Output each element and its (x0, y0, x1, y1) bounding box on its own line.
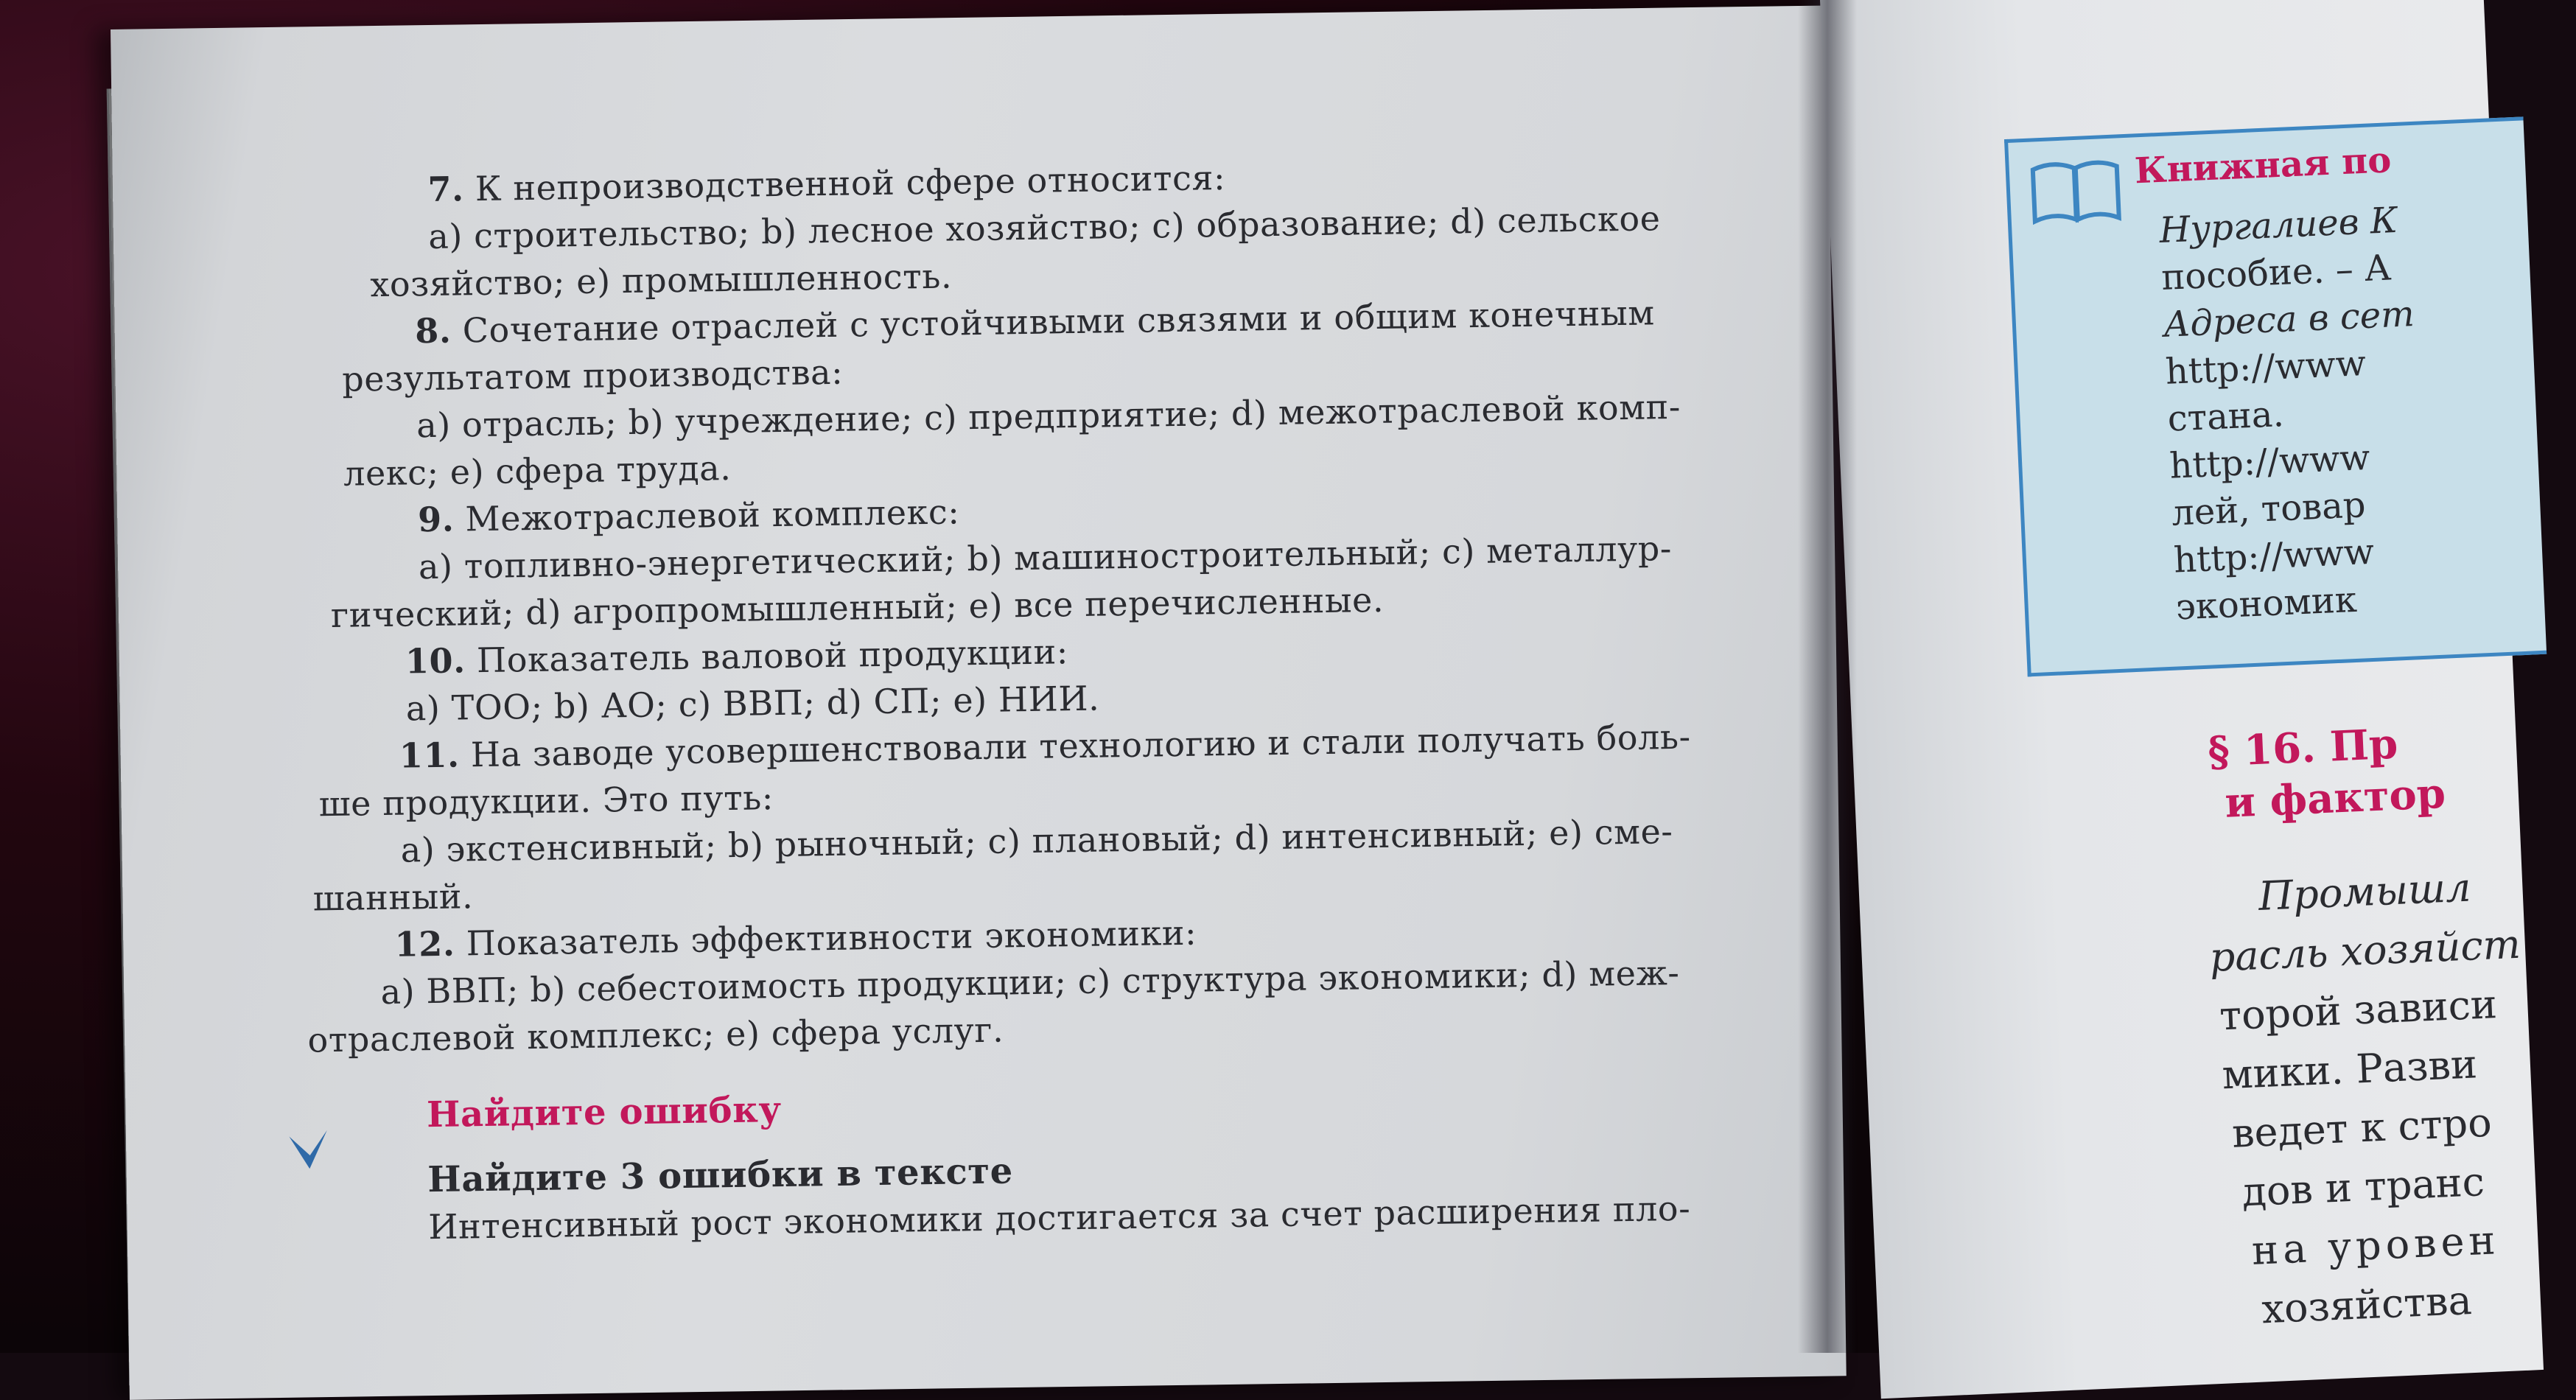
find-error-subheading: Найдите 3 ошибки в тексте (427, 1150, 1014, 1201)
q8-options-2: лекс; е) сфера труда. (343, 447, 732, 494)
body-line: Промышл (2257, 864, 2472, 920)
body-line: хозяйства (2261, 1276, 2473, 1333)
box-line: стана. (2166, 393, 2285, 440)
q9-options-2: гический; d) агропромышленный; е) все перечисленные. (330, 579, 1385, 636)
body-line: ведет к стро (2230, 1099, 2493, 1157)
find-error-text: Интенсивный рост экономики достигается за счет расширения пло- (427, 1188, 1691, 1247)
q8-options-1: а) отрасль; b) учреждение; с) предприятие; d) межотраслевой комп- (416, 386, 1681, 446)
box-line: http://www (2169, 436, 2371, 487)
box-line: http://www (2164, 343, 2367, 393)
q11-options-2: шанный. (312, 876, 474, 919)
book-shelf-box (2004, 116, 2547, 676)
q9-options-1: а) топливно-энергетический; b) машиностроительный; с) металлур- (418, 528, 1673, 587)
box-line: http://www (2172, 531, 2376, 581)
body-line: торой зависи (2218, 981, 2499, 1040)
box-line: Нургалиев К (2158, 199, 2399, 252)
body-line: на уровен (2250, 1217, 2501, 1274)
q12-options-2: отраслевой комплекс; е) сфера услуг. (307, 1009, 1004, 1060)
box-line: лей, товар (2171, 484, 2367, 534)
box-line: пособие. – А (2160, 247, 2393, 298)
open-book-icon (2026, 155, 2125, 226)
section-title: § 16. Пр (2207, 719, 2399, 777)
right-page-content (1989, 116, 2547, 1333)
q12-stem: 12. Показатель эффективности экономики: (394, 912, 1197, 965)
find-error-heading: Найдите ошибку (426, 1089, 783, 1136)
q10-stem: 10. Показатель валовой продукции: (405, 631, 1069, 682)
q11-stem-2: ше продукции. Это путь: (318, 777, 774, 825)
section-title: и фактор (2224, 769, 2447, 827)
checkmark-icon (285, 1125, 333, 1173)
body-line: дов и транс (2241, 1158, 2486, 1216)
q7-stem: 7. К непроизводственной сфере относится: (427, 157, 1226, 210)
box-title: Книжная по (2133, 139, 2393, 192)
body-line: расль хозяйст (2208, 920, 2522, 981)
box-line: Адреса в сет (2162, 293, 2415, 346)
box-line: экономик (2174, 578, 2358, 629)
q11-stem-1: 11. На заводе усовершенствовали технологию и стали получать боль- (399, 716, 1692, 776)
question-list (280, 145, 1844, 1253)
q7-options-2: хозяйство; е) промышленность. (369, 256, 953, 305)
q8-stem-1: 8. Сочетание отраслей с устойчивыми связями и общим конечным (414, 293, 1656, 351)
q10-options: а) ТОО; b) АО; с) ВВП; d) СП; е) НИИ. (405, 678, 1100, 729)
q9-stem: 9. Межотраслевой комплекс: (417, 491, 960, 540)
body-line: мики. Разви (2221, 1040, 2479, 1099)
q12-options-1: а) ВВП; b) себестоимость продукции; с) структура экономики; d) меж- (380, 952, 1680, 1012)
q8-stem-2: результатом производства: (341, 351, 844, 399)
q11-options-1: а) экстенсивный; b) рыночный; с) плановый; d) интенсивный; е) сме- (400, 811, 1673, 870)
q7-options-1: а) строительство; b) лесное хозяйство; с) образование; d) сельское (428, 198, 1661, 257)
